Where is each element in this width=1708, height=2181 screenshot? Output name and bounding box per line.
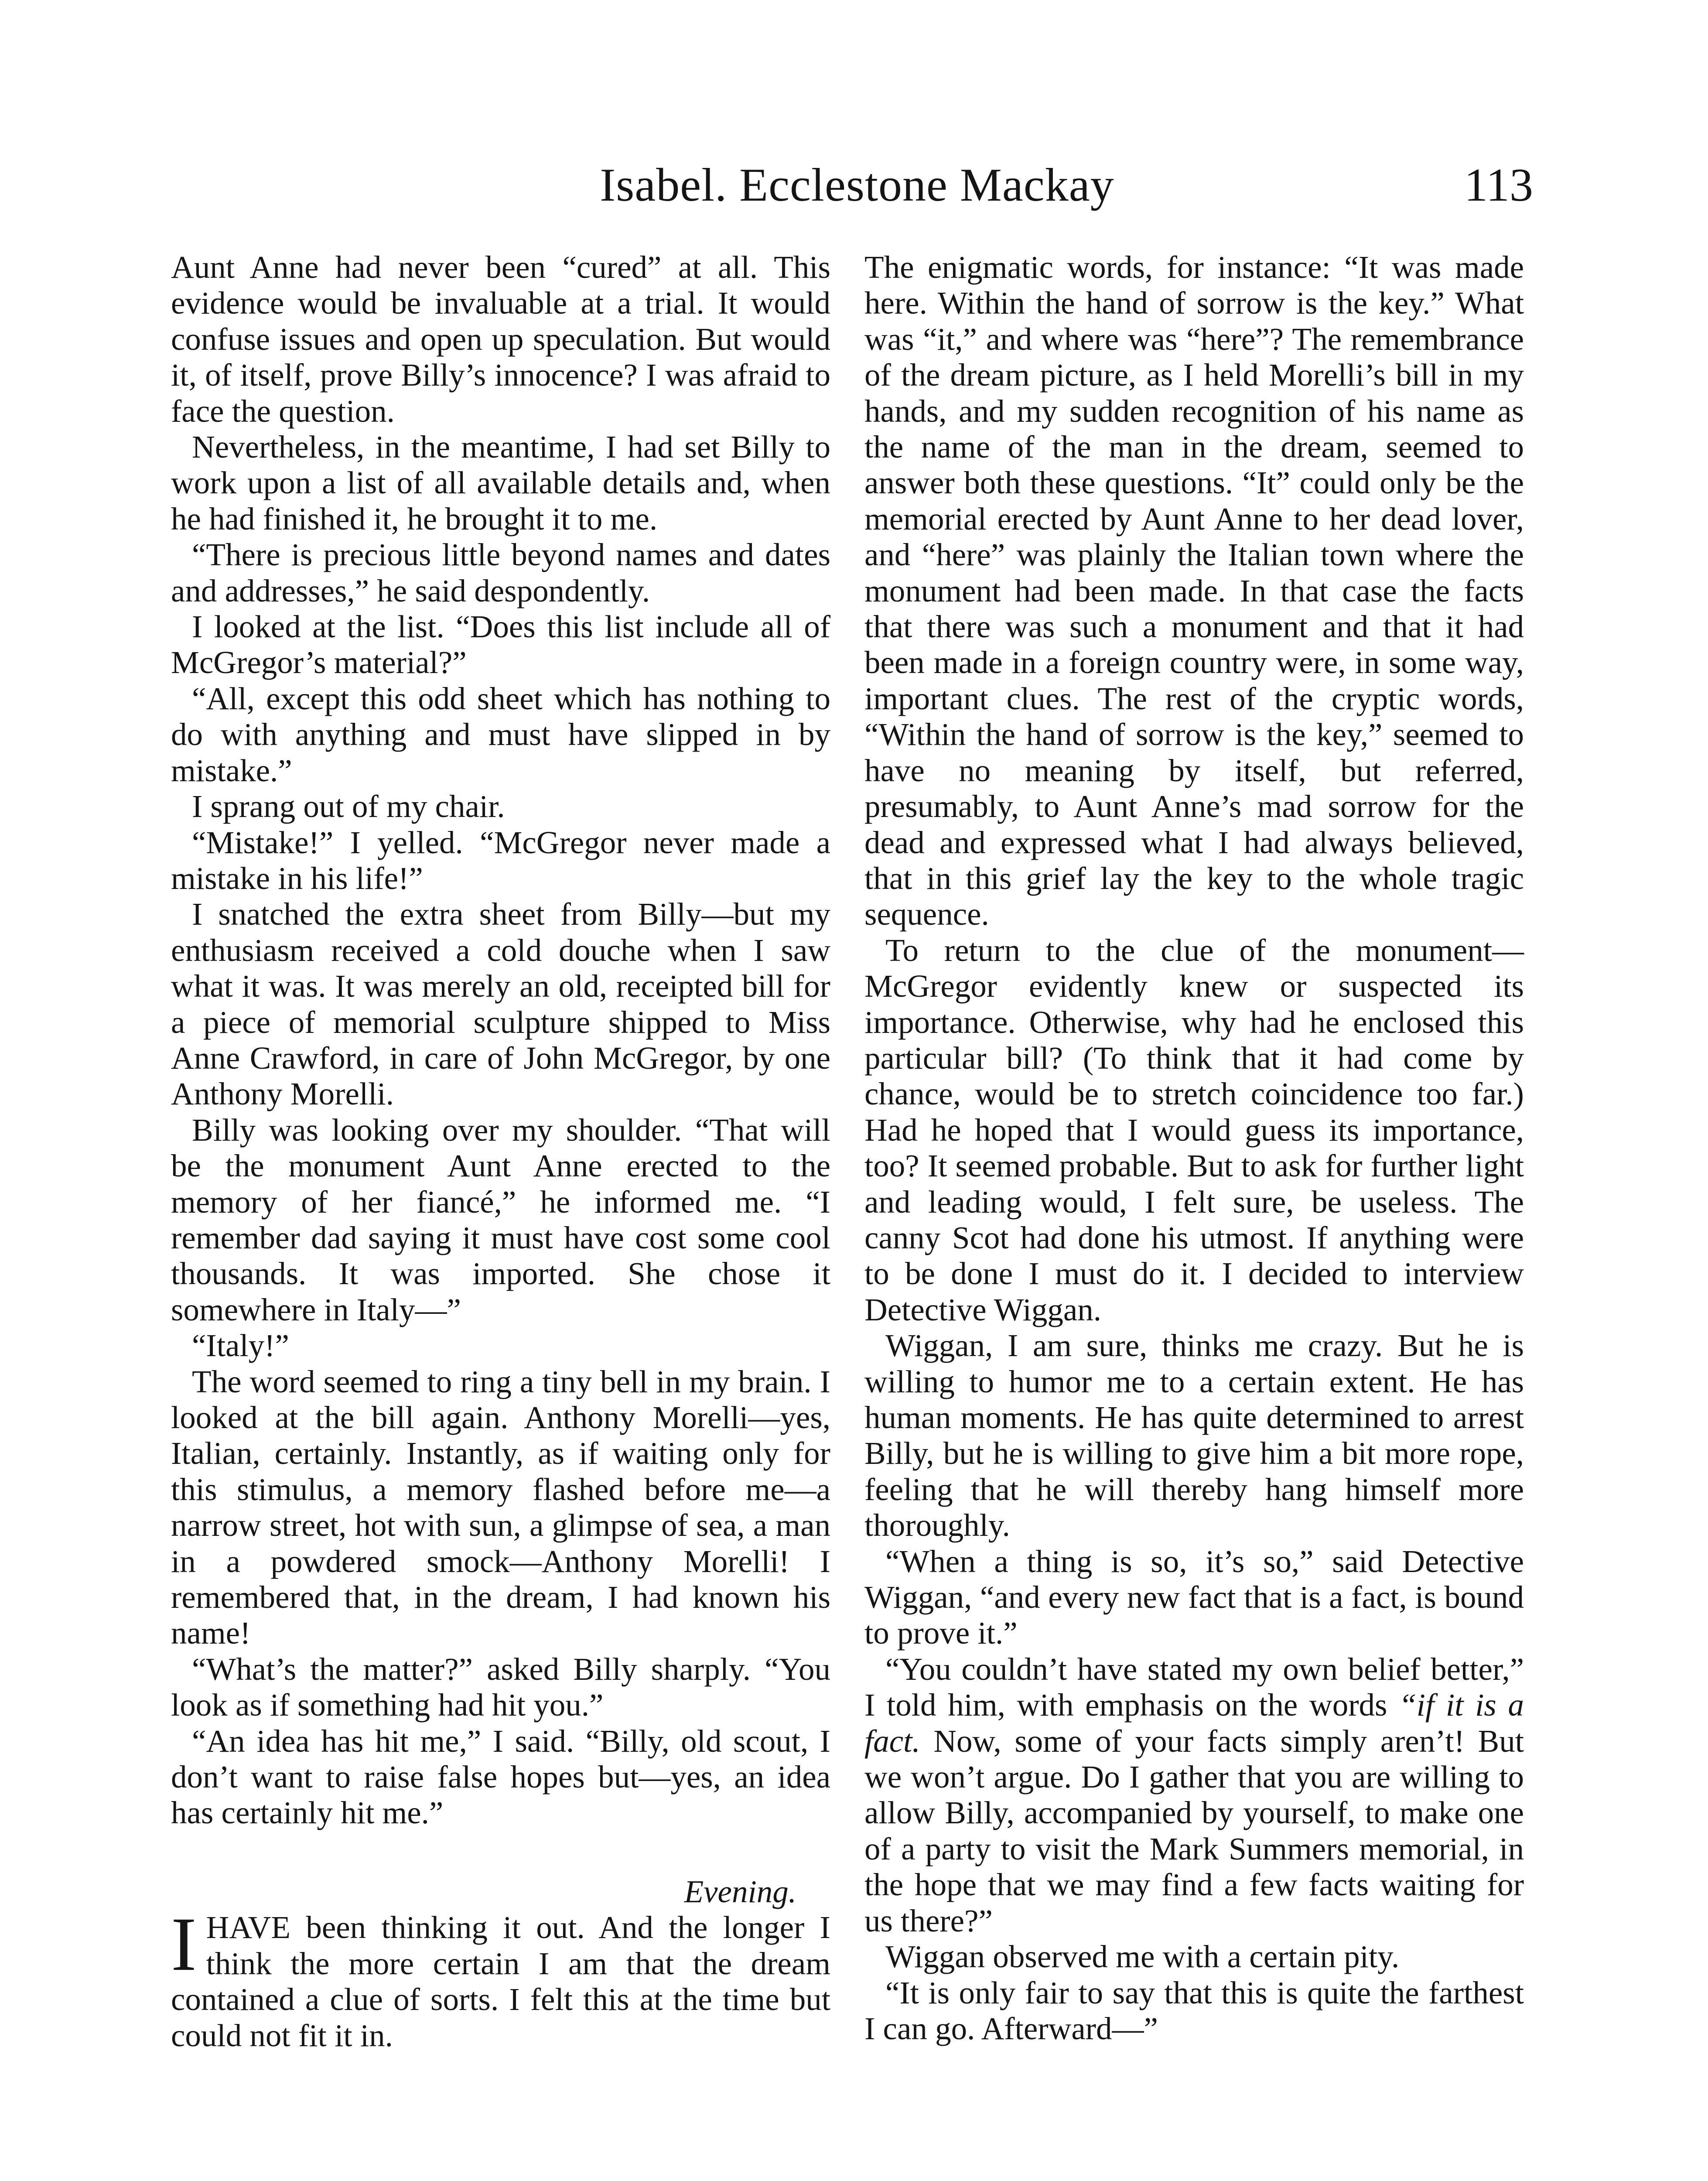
paragraph: I snatched the extra sheet from Billy—but my enthusiasm received a cold douche when I saw what it was. It was merely an old, receipted bill for a piece of memorial sculpture shipped to Miss Anne Crawford, in care of John McGregor, by one Anthony Morelli. <box>171 896 830 1112</box>
page-number: 113 <box>1464 159 1533 211</box>
running-title: Isabel. Ecclestone Mackay <box>600 159 1114 211</box>
paragraph: Aunt Anne had never been “cured” at all. This evidence would be invaluable at a trial. It would confuse issues and open up speculation. But would it, of itself, prove Billy’s innocence? I was afraid to face the question. <box>171 250 830 429</box>
paragraph: Billy was looking over my shoulder. “That will be the monument Aunt Anne erected to the memory of her fiancé,” he informed me. “I remember dad saying it must have cost some cool thousands. It was imported. She chose it somewhere in Italy—” <box>171 1112 830 1327</box>
dropcap-paragraph <box>171 1902 830 2054</box>
emphasized-text: “if it is a fact. <box>864 1687 1524 1759</box>
paragraph: “What’s the matter?” asked Billy sharply. “You look as if something had hit you.” <box>171 1651 830 1723</box>
paragraph: Wiggan observed me with a certain pity. <box>885 1939 1400 1975</box>
right-column <box>864 250 1524 2047</box>
paragraph: “There is precious little beyond names and dates and addresses,” he said despondently. <box>171 537 830 608</box>
paragraph: The enigmatic words, for instance: “It was made here. Within the hand of sorrow is the key.” What was “it,” and where was “here”? The remembrance of the dream picture, as I held Morelli’s bill in my hands, and my sudden recognition of his name as the name of the man in the dream, seemed to answer both these questions. “It” could only be the memorial erected by Aunt Anne to her dead lover, and “here” was plainly the Italian town where the monument had been made. In that case the facts that there was such a monument and that it had been made in a foreign country were, in some way, important clues. The rest of the cryptic words, “Within the hand of sorrow is the key,” seemed to have no meaning by itself, but referred, presumably, to Aunt Anne’s mad sorrow for the dead and expressed what I had always believed, that in this grief lay the key to the whole tragic sequence. <box>864 250 1524 932</box>
paragraph: “All, except this odd sheet which has nothing to do with anything and must have slipped in by mistake.” <box>171 680 830 788</box>
left-column <box>171 250 830 2054</box>
paragraph: The word seemed to ring a tiny bell in my brain. I looked at the bill again. Anthony Morelli—yes, Italian, certainly. Instantly, as if waiting only for this stimulus, a memory flashed before me—a narrow street, hot with sun, a glimpse of sea, a man in a powdered smock—Anthony Morelli! I remembered that, in the dream, I had known his name! <box>171 1364 830 1651</box>
paragraph: Nevertheless, in the meantime, I had set Billy to work upon a list of all available details and, when he had finished it, he brought it to me. <box>171 429 830 537</box>
section-date: Evening. <box>684 1873 796 1909</box>
paragraph: “An idea has hit me,” I said. “Billy, old scout, I don’t want to raise false hopes but—yes, an idea has certainly hit me.” <box>171 1723 830 1831</box>
paragraph: To return to the clue of the monument—McGregor evidently knew or suspected its importance. Otherwise, why had he enclosed this particular bill? (To think that it had come by chance, would be to stretch coincidence too far.) Had he hoped that I would guess its importance, too? It seemed probable. But to ask for further light and leading would, I felt sure, be useless. The canny Scot had done his utmost. If anything were to be done I must do it. I decided to interview Detective Wiggan. <box>864 932 1524 1327</box>
paragraph <box>864 1651 1524 1939</box>
paragraph: “When a thing is so, it’s so,” said Detective Wiggan, “and every new fact that is a fact, is bound to prove it.” <box>864 1543 1524 1651</box>
paragraph-text: Now, some of your facts simply aren’t! But we won’t argue. Do I gather that you are willing to allow Billy, accompanied by yourself, to make one of a party to visit the Mark Summers memorial, in the hope that we may find a few facts waiting for us there?” <box>864 1723 1524 1938</box>
paragraph-text: “You couldn’t have stated my own belief better,” I told him, with emphasis on the words <box>864 1651 1524 1723</box>
paragraph: “Italy!” <box>192 1328 289 1364</box>
paragraph: I sprang out of my chair. <box>192 789 505 824</box>
drop-cap: I <box>171 1902 197 1987</box>
dropcap-paragraph-text: HAVE been thinking it out. And the longer I think the more certain I am that the dream contained a clue of sorts. I felt this at the time but could not fit it in. <box>171 1910 830 2053</box>
paragraph: “Mistake!” I yelled. “McGregor never made a mistake in his life!” <box>171 824 830 896</box>
paragraph: I looked at the list. “Does this list include all of McGregor’s material?” <box>171 609 830 680</box>
paragraph: “It is only fair to say that this is quite the farthest I can go. Afterward—” <box>864 1975 1524 2046</box>
paragraph: Wiggan, I am sure, thinks me crazy. But he is willing to humor me to a certain extent. He has human moments. He has quite determined to arrest Billy, but he is willing to give him a bit more rope, feeling that he will thereby hang himself more thoroughly. <box>864 1328 1524 1543</box>
